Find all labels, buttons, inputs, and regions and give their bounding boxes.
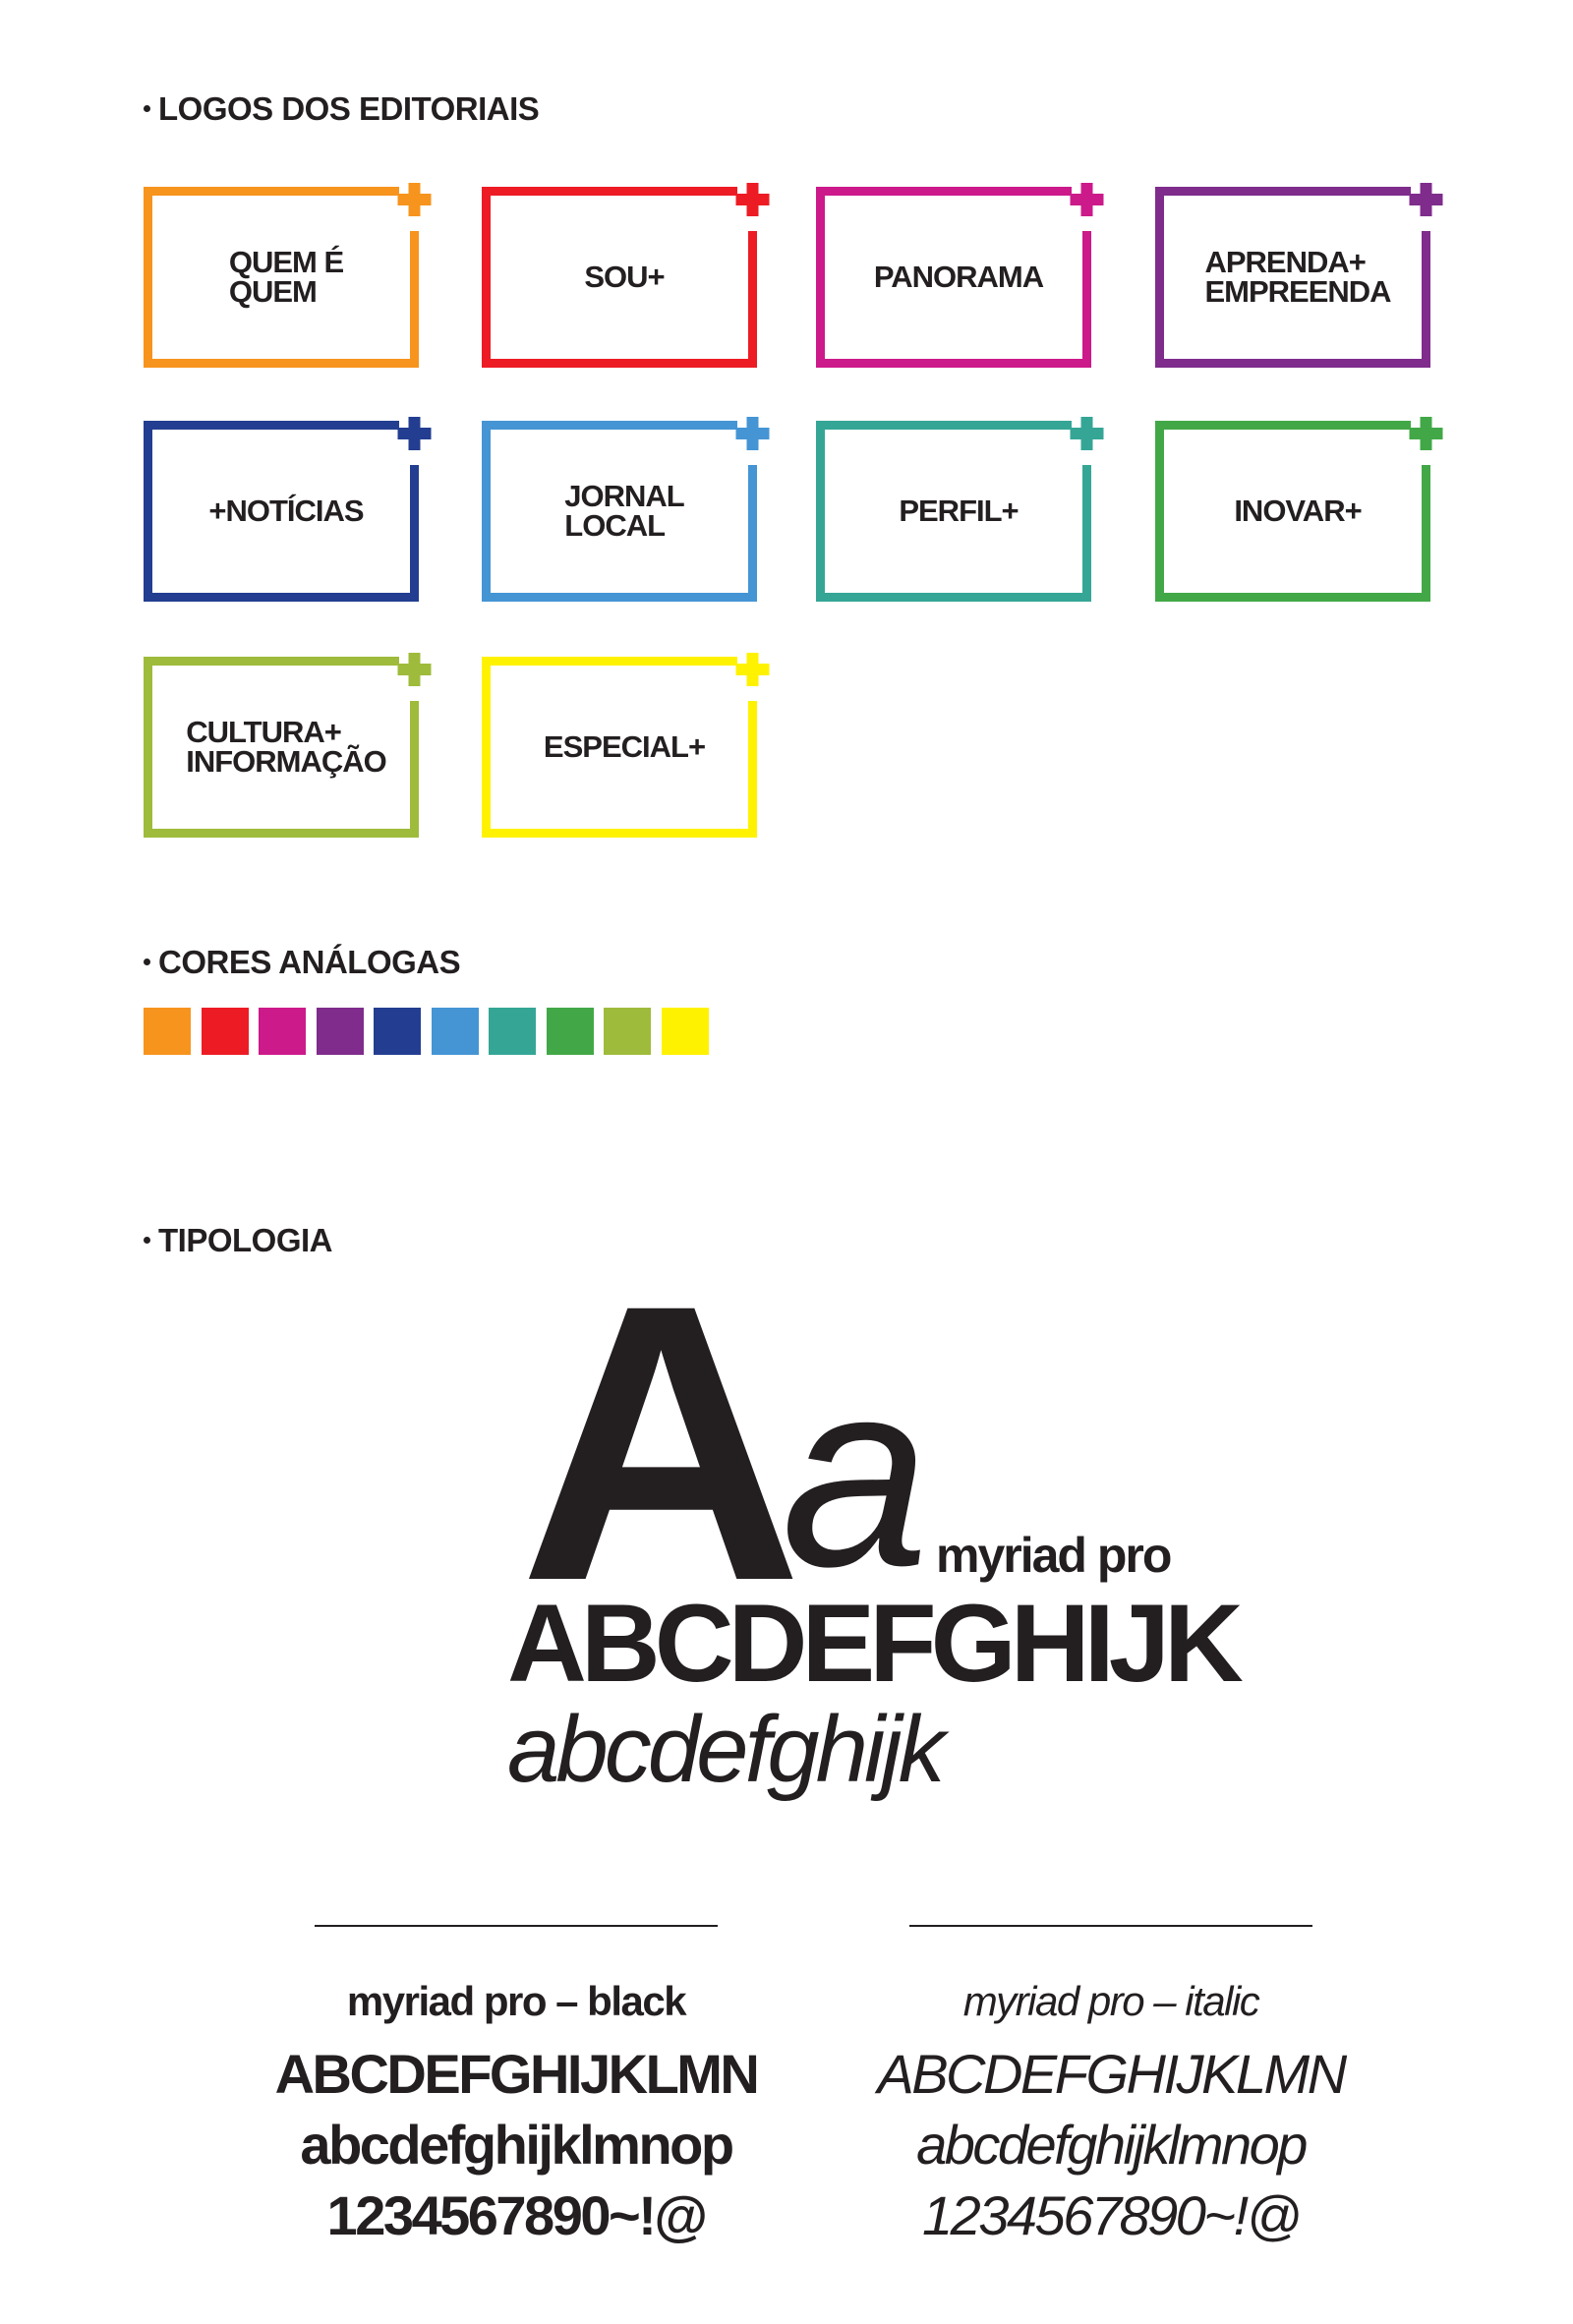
logo-label-line: QUEM É xyxy=(228,245,344,279)
specimen-italic-lower: abcdefghijklmnop xyxy=(916,2114,1306,2176)
logo-label xyxy=(144,657,429,838)
logo-label xyxy=(144,421,429,602)
color-swatch xyxy=(547,1008,594,1055)
logo-label-line: INFORMAÇÃO xyxy=(186,744,386,779)
bullet-icon xyxy=(144,959,150,965)
logo-label-line: JORNAL xyxy=(564,479,684,513)
bullet-icon xyxy=(144,1237,150,1244)
logo-label-line: INOVAR+ xyxy=(1234,494,1362,528)
editorial-logo xyxy=(482,187,767,368)
specimen-italic-upper: ABCDEFGHIJKLMN xyxy=(877,2043,1345,2105)
logo-label-line: CULTURA+ xyxy=(186,715,341,749)
editorial-logo xyxy=(816,421,1101,602)
section-title-colors-text: CORES ANÁLOGAS xyxy=(158,944,461,980)
logo-label xyxy=(1155,421,1440,602)
color-swatch xyxy=(317,1008,364,1055)
specimen-font-name: myriad pro xyxy=(936,1528,1171,1583)
color-swatch xyxy=(259,1008,306,1055)
editorial-logo xyxy=(1155,187,1440,368)
specimen-black xyxy=(241,1972,791,2251)
bullet-icon xyxy=(144,105,150,112)
logo-label-line: SOU+ xyxy=(584,260,665,294)
section-title-logos-text: LOGOS DOS EDITORIAIS xyxy=(158,90,540,127)
logo-label-line: PERFIL+ xyxy=(899,494,1019,528)
logo-label xyxy=(144,187,429,368)
editorial-logo xyxy=(816,187,1101,368)
color-swatch xyxy=(432,1008,479,1055)
color-swatch xyxy=(489,1008,536,1055)
logo-label xyxy=(1155,187,1440,368)
specimen-big-upper: A xyxy=(519,1223,793,1662)
logo-label-line: +NOTÍCIAS xyxy=(208,494,364,528)
editorial-logo xyxy=(144,421,429,602)
specimen-italic-title: myriad pro – italic xyxy=(962,1978,1259,2024)
logo-label xyxy=(482,421,767,602)
color-swatch xyxy=(374,1008,421,1055)
logo-label xyxy=(482,187,767,368)
specimen-lower-sample: abcdefghijk xyxy=(507,1697,942,1802)
section-title-typography-text: TIPOLOGIA xyxy=(158,1222,332,1258)
logo-label xyxy=(816,187,1101,368)
logo-label-line: ESPECIAL+ xyxy=(543,729,706,764)
editorial-logo xyxy=(144,187,429,368)
logo-label-line: LOCAL xyxy=(564,508,666,543)
editorial-logo xyxy=(482,421,767,602)
specimen-black-title: myriad pro – black xyxy=(346,1978,686,2024)
logo-label xyxy=(482,657,767,838)
editorial-logo xyxy=(144,657,429,838)
color-swatch xyxy=(662,1008,709,1055)
editorial-logo xyxy=(482,657,767,838)
specimen-black-digits: 1234567890~!@ xyxy=(326,2184,706,2246)
color-swatch xyxy=(144,1008,191,1055)
section-title-typography xyxy=(144,1222,332,1259)
logo-label-line: PANORAMA xyxy=(873,260,1044,294)
editorial-logo xyxy=(1155,421,1440,602)
specimen-upper-sample: ABCDEFGHIJK xyxy=(507,1582,1238,1705)
specimen-black-lower: abcdefghijklmnop xyxy=(300,2114,732,2176)
section-title-logos xyxy=(144,90,539,128)
logo-label-line: QUEM xyxy=(228,274,317,309)
specimen-black-upper: ABCDEFGHIJKLMN xyxy=(274,2043,758,2105)
specimen-big-lower: a xyxy=(782,1326,922,1622)
divider-right xyxy=(909,1925,1312,1927)
logo-label-line: APRENDA+ xyxy=(1204,245,1366,279)
section-title-colors xyxy=(144,944,460,981)
specimen-italic xyxy=(836,1972,1386,2251)
logo-label xyxy=(816,421,1101,602)
logo-label-line: EMPREENDA xyxy=(1204,274,1391,309)
divider-left xyxy=(315,1925,718,1927)
specimen-italic-digits: 1234567890~!@ xyxy=(921,2184,1301,2246)
color-swatch xyxy=(604,1008,651,1055)
color-swatch xyxy=(202,1008,249,1055)
